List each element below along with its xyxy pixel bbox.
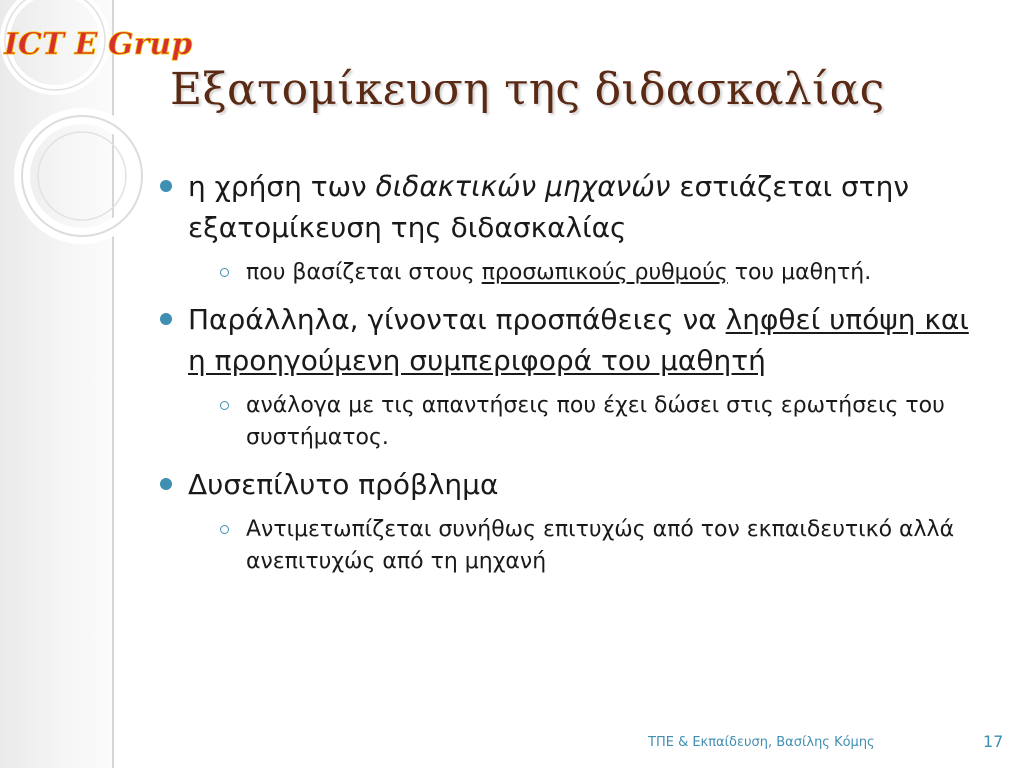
bullet-dot-icon: [160, 478, 172, 490]
bullet-dot-icon: [160, 180, 172, 192]
page-number: 17: [983, 732, 1004, 751]
sub-bullet-ring-icon: [220, 401, 229, 410]
bullet-dot-icon: [160, 313, 172, 325]
sub-bullet-item-2: [218, 390, 990, 454]
bullet-item-2: [160, 299, 990, 381]
bullet-list: [160, 166, 990, 588]
slide-footer: ΤΠΕ & Εκπαίδευση, Βασίλης Κόμης: [648, 735, 875, 750]
bullet-text: εστιάζεται στην εξατομίκευση της διδασκαλίας: [188, 170, 910, 244]
sub-bullet-item-3: [218, 514, 990, 578]
sub-bullet-underlined-text: προσωπικούς ρυθμούς: [481, 260, 728, 285]
slide-title: Εξατομίκευση της διδασκαλίας: [170, 64, 885, 115]
bullet-italic-text: διδακτικών μηχανών: [375, 170, 671, 203]
sub-bullet-text: που βασίζεται στους: [246, 260, 482, 285]
logo-text: ICT E Grup: [4, 27, 193, 62]
bullet-text: η χρήση των: [188, 170, 376, 203]
sub-bullet-ring-icon: [220, 525, 229, 534]
sub-bullet-item-1: [218, 257, 990, 289]
bullet-text: Δυσεπίλυτο πρόβλημα: [188, 468, 499, 501]
bullet-text: Παράλληλα, γίνονται προσπάθειες να: [188, 303, 726, 336]
bullet-item-1: [160, 166, 990, 248]
bullet-item-3: [160, 464, 990, 505]
sub-bullet-text: του μαθητή.: [727, 260, 872, 285]
sub-bullet-text: ανάλογα με τις απαντήσεις που έχει δώσει στις ερωτήσεις του συστήματος.: [246, 393, 945, 450]
sub-bullet-text: Αντιμετωπίζεται συνήθως επιτυχώς από τον εκπαιδευτικό αλλά ανεπιτυχώς από τη μηχανή: [246, 517, 955, 574]
ict-group-logo: [2, 14, 193, 74]
sub-bullet-ring-icon: [220, 268, 229, 277]
bullet-underlined-text: ληφθεί υπόψη και η προηγούμενη συμπεριφορά του μαθητή: [188, 303, 969, 377]
